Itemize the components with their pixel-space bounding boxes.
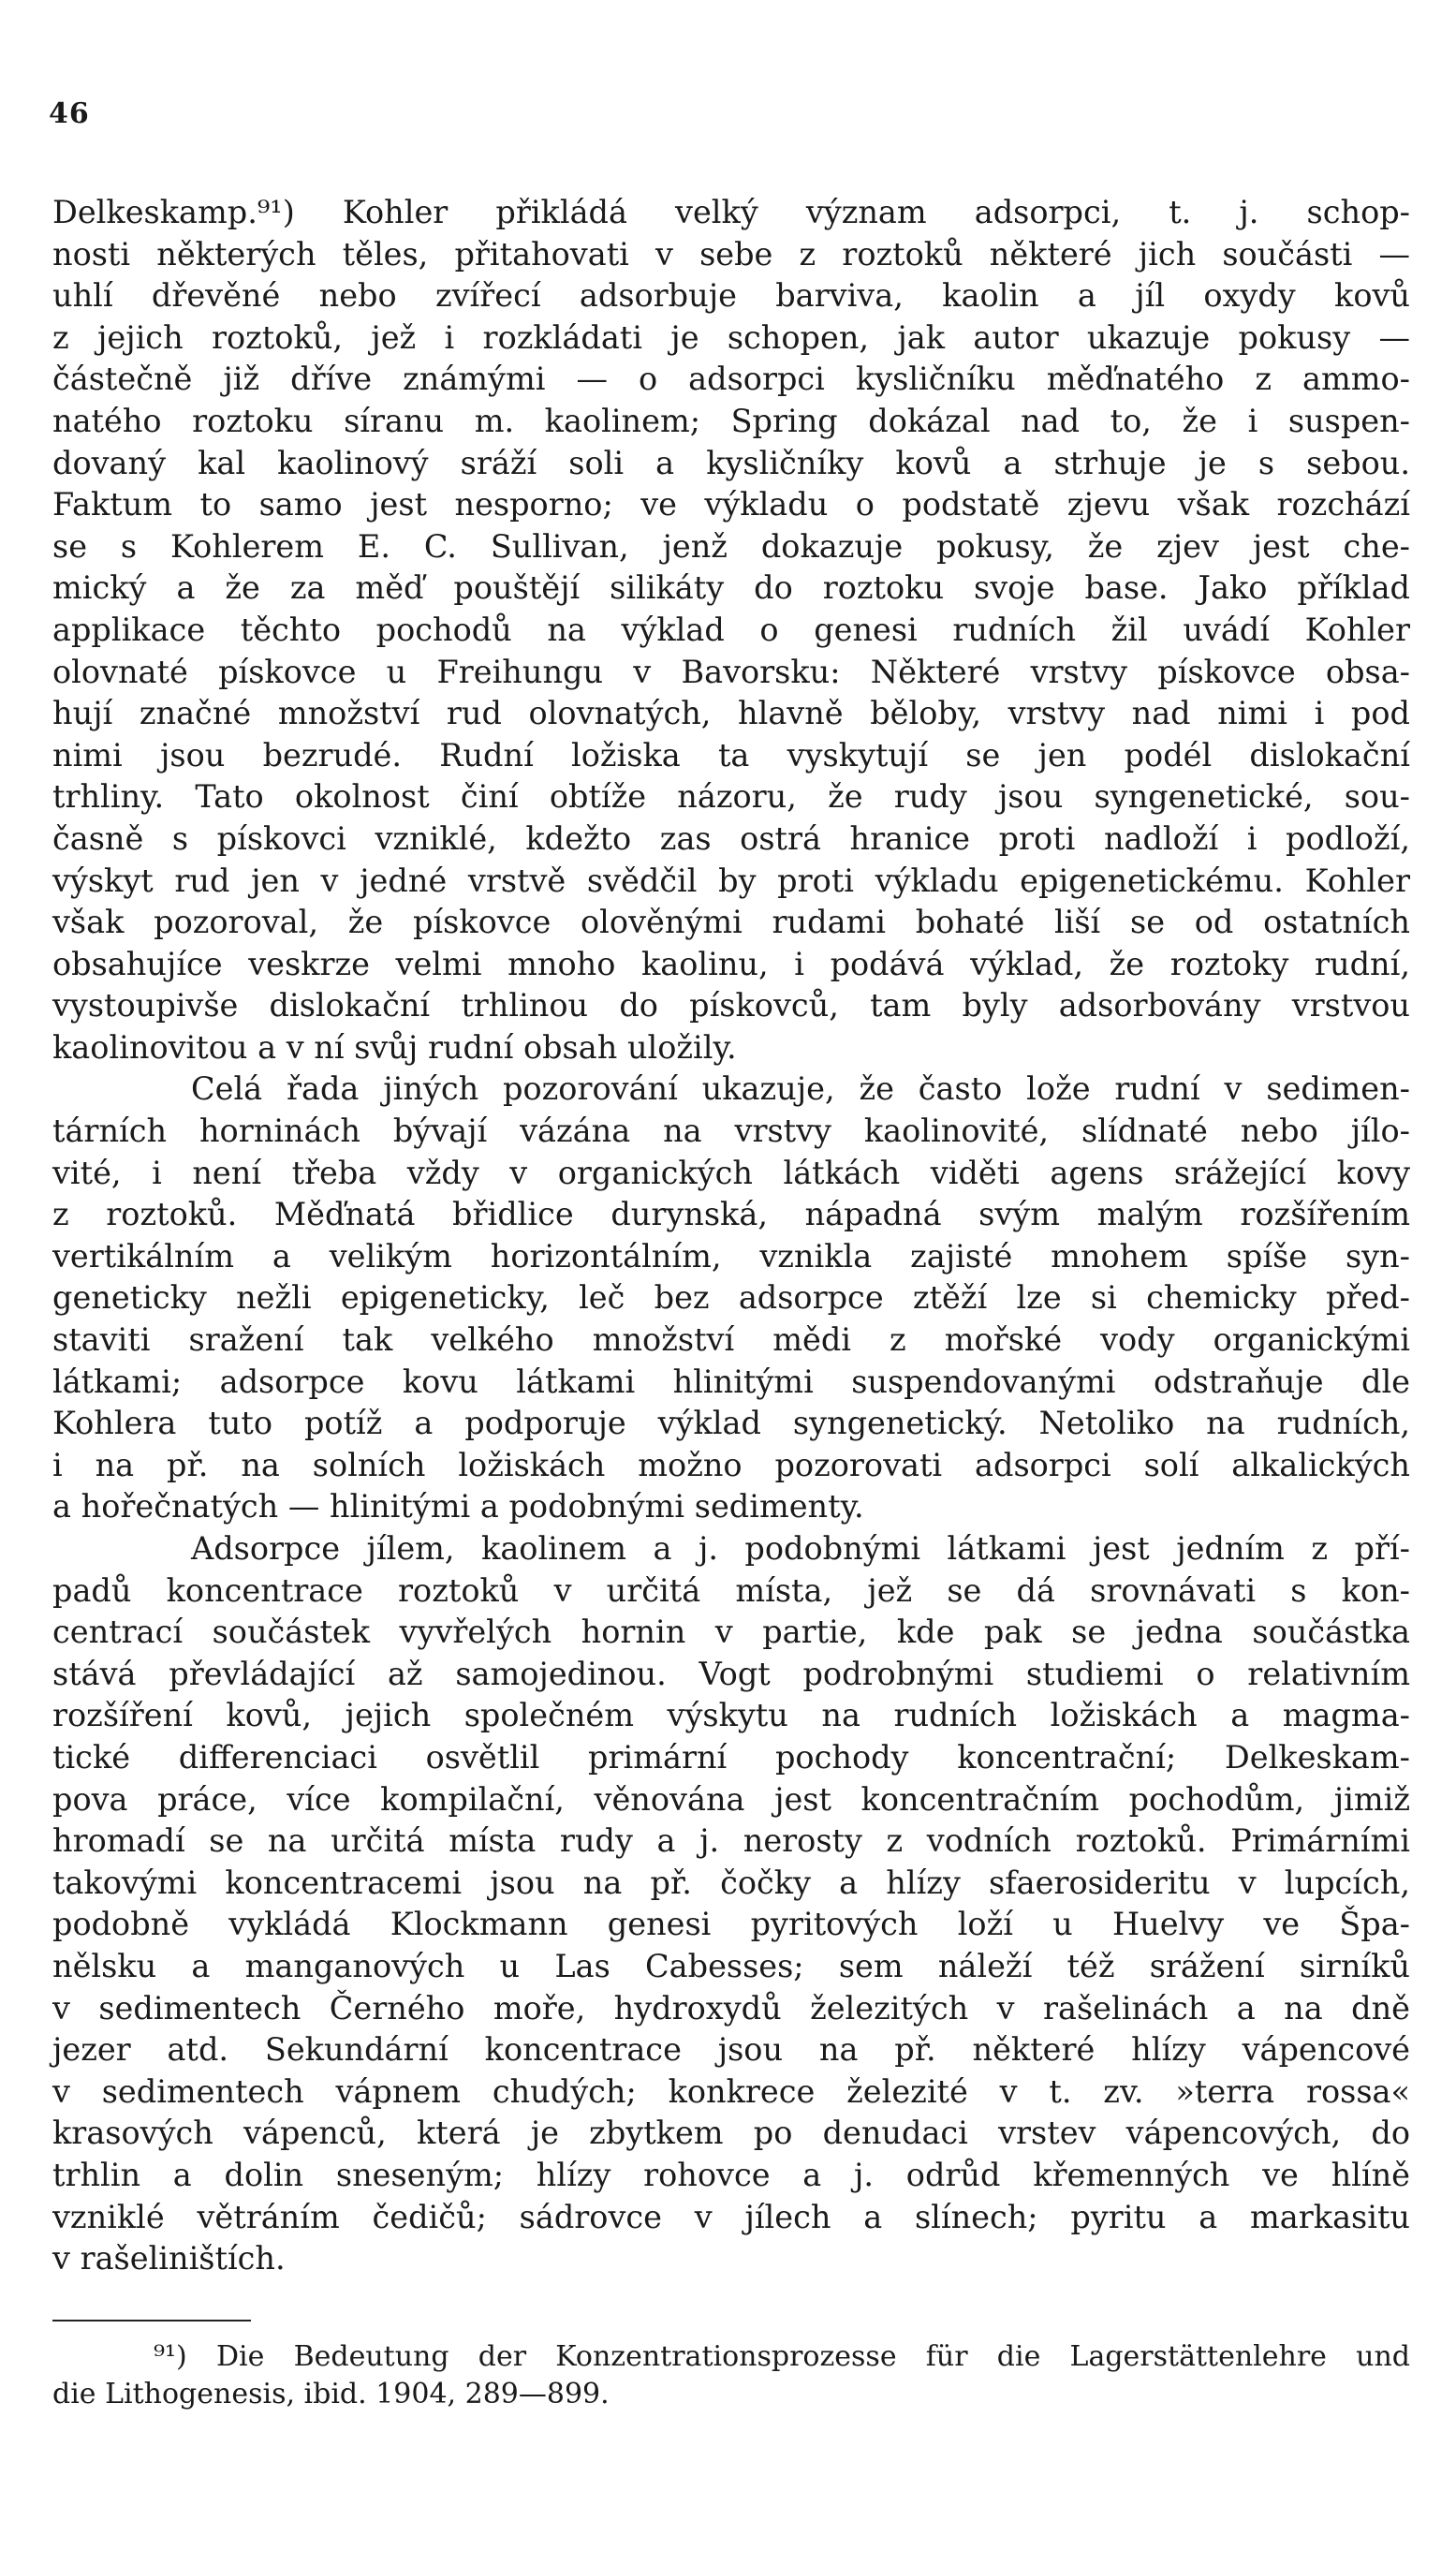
text-line: rozšíření kovů, jejich společném výskytu na rudních ložiskách a magma-: [52, 1697, 1410, 1734]
text-line: uhlí dřevěné nebo zvířecí adsorbuje barviva, kaolin a jíl oxydy kovů: [52, 277, 1410, 315]
text-line: mický a že za měď pouštějí silikáty do roztoku svoje base. Jako příklad: [52, 569, 1410, 607]
text-line: padů koncentrace roztoků v určitá místa, jež se dá srovnávati s kon-: [52, 1571, 1410, 1609]
text-line: olovnaté pískovce u Freihungu v Bavorsku: Některé vrstvy pískovce obsa-: [52, 653, 1410, 690]
text-line: Adsorpce jílem, kaolinem a j. podobnými látkami jest jedním z pří-: [191, 1530, 1410, 1567]
text-line: v sedimentech vápnem chudých; konkrece železité v t. zv. »terra rossa«: [52, 2072, 1410, 2110]
text-line: natého roztoku síranu m. kaolinem; Spring dokázal nad to, že i suspen-: [52, 402, 1410, 439]
text-line: z roztoků. Měďnatá břidlice durynská, nápadná svým malým rozšířením: [52, 1196, 1410, 1233]
text-line: však pozoroval, že pískovce olověnými rudami bohaté liší se od ostatních: [52, 904, 1410, 941]
text-line: a hořečnatých — hlinitými a podobnými sedimenty.: [52, 1488, 864, 1526]
text-line: v sedimentech Černého moře, hydroxydů železitých v rašelinách a na dně: [52, 1989, 1410, 2027]
text-line: Celá řada jiných pozorování ukazuje, že často lože rudní v sedimen-: [191, 1070, 1410, 1108]
text-line: stává převládající až samojedinou. Vogt podrobnými studiemi o relativním: [52, 1655, 1410, 1692]
text-line: podobně vykládá Klockmann genesi pyritových loží u Huelvy ve Špa-: [52, 1906, 1410, 1943]
text-line: nělsku a manganových u Las Cabesses; sem náleží též srážení sirníků: [52, 1947, 1410, 1984]
body-text: [52, 192, 1410, 2280]
footnote-line: ⁹¹) Die Bedeutung der Konzentrationsprozesse für die Lagerstättenlehre und: [154, 2340, 1410, 2373]
text-line: Delkeskamp.⁹¹) Kohler přikládá velký význam adsorpci, t. j. schop-: [52, 194, 1410, 230]
text-line: v rašeliništích.: [52, 2240, 286, 2277]
text-line: tárních horninách bývají vázána na vrstvy kaolinovité, slídnaté nebo jílo-: [52, 1113, 1410, 1150]
text-line: geneticky nežli epigeneticky, leč bez adsorpce ztěží lze si chemicky před-: [52, 1279, 1410, 1317]
text-line: krasových vápenců, která je zbytkem po denudaci vrstev vápencových, do: [52, 2115, 1410, 2152]
text-line: takovými koncentracemi jsou na př. čočky a hlízy sfaerosideritu v lupcích,: [52, 1864, 1410, 1901]
text-line: staviti sražení tak velkého množství mědi z mořské vody organickými: [52, 1321, 1410, 1359]
text-line: trhlin a dolin sneseným; hlízy rohovce a j. odrůd křemenných ve hlíně: [52, 2156, 1410, 2193]
footnote-divider: [52, 2320, 251, 2322]
text-line: výskyt rud jen v jedné vrstvě svědčil by proti výkladu epigenetickému. Kohler: [52, 862, 1410, 899]
text-line: i na př. na solních ložiskách možno pozorovati adsorpci solí alkalických: [52, 1446, 1410, 1483]
footnotes: [52, 2338, 1410, 2413]
text-line: Kohlera tuto potíž a podporuje výklad syngenetický. Netoliko na rudních,: [52, 1405, 1410, 1442]
text-line: vité, i není třeba vždy v organických látkách viděti agens srážející kovy: [52, 1154, 1410, 1191]
text-line: látkami; adsorpce kovu látkami hlinitými suspendovanými odstraňuje dle: [52, 1363, 1410, 1400]
text-line: pova práce, více kompilační, věnována jest koncentračním pochodům, jimiž: [52, 1780, 1410, 1818]
text-line: applikace těchto pochodů na výklad o genesi rudních žil uvádí Kohler: [52, 611, 1410, 648]
text-line: centrací součástek vyvřelých hornin v partie, kde pak se jedna součástka: [52, 1614, 1410, 1651]
text-line: z jejich roztoků, jež i rozkládati je schopen, jak autor ukazuje pokusy —: [52, 318, 1410, 356]
text-line: částečně již dříve známými — o adsorpci kysličníku měďnatého z ammo-: [52, 361, 1410, 398]
text-line: tické differenciaci osvětlil primární pochody koncentrační; Delkeskam-: [52, 1738, 1410, 1776]
text-line: dovaný kal kaolinový sráží soli a kysličníky kovů a strhuje je s sebou.: [52, 444, 1410, 481]
text-line: kaolinovitou a v ní svůj rudní obsah uložily.: [52, 1028, 737, 1066]
text-line: obsahujíce veskrze velmi mnoho kaolinu, i podává výklad, že roztoky rudní,: [52, 945, 1410, 982]
text-line: časně s pískovci vzniklé, kdežto zas ostrá hranice proti nadloží i podloží,: [52, 819, 1410, 857]
text-line: vzniklé větráním čedičů; sádrovce v jílech a slínech; pyritu a markasitu: [52, 2198, 1410, 2235]
text-line: jezer atd. Sekundární koncentrace jsou na př. některé hlízy vápencové: [52, 2031, 1410, 2069]
text-line: nimi jsou bezrudé. Rudní ložiska ta vyskytují se jen podél dislokační: [52, 736, 1410, 774]
text-line: Faktum to samo jest nesporno; ve výkladu o podstatě zjevu však rozchází: [52, 486, 1410, 523]
text-line: trhliny. Tato okolnost činí obtíže názoru, že rudy jsou syngenetické, sou-: [52, 778, 1410, 816]
text-line: vertikálním a velikým horizontálním, vznikla zajisté mnohem spíše syn-: [52, 1237, 1410, 1275]
text-line: hromadí se na určitá místa rudy a j. nerosty z vodních roztoků. Primárními: [52, 1822, 1410, 1860]
text-line: hují značné množství rud olovnatých, hlavně běloby, vrstvy nad nimi i pod: [52, 695, 1410, 732]
text-line: se s Kohlerem E. C. Sullivan, jenž dokazuje pokusy, že zjev jest che-: [52, 527, 1410, 565]
text-line: vystoupivše dislokační trhlinou do pískovců, tam byly adsorbovány vrstvou: [52, 987, 1410, 1024]
text-line: nosti některých těles, přitahovati v sebe z roztoků některé jich součásti —: [52, 235, 1410, 273]
page-number: 46: [49, 97, 90, 130]
footnote-line: die Lithogenesis, ibid. 1904, 289—899.: [52, 2378, 610, 2410]
